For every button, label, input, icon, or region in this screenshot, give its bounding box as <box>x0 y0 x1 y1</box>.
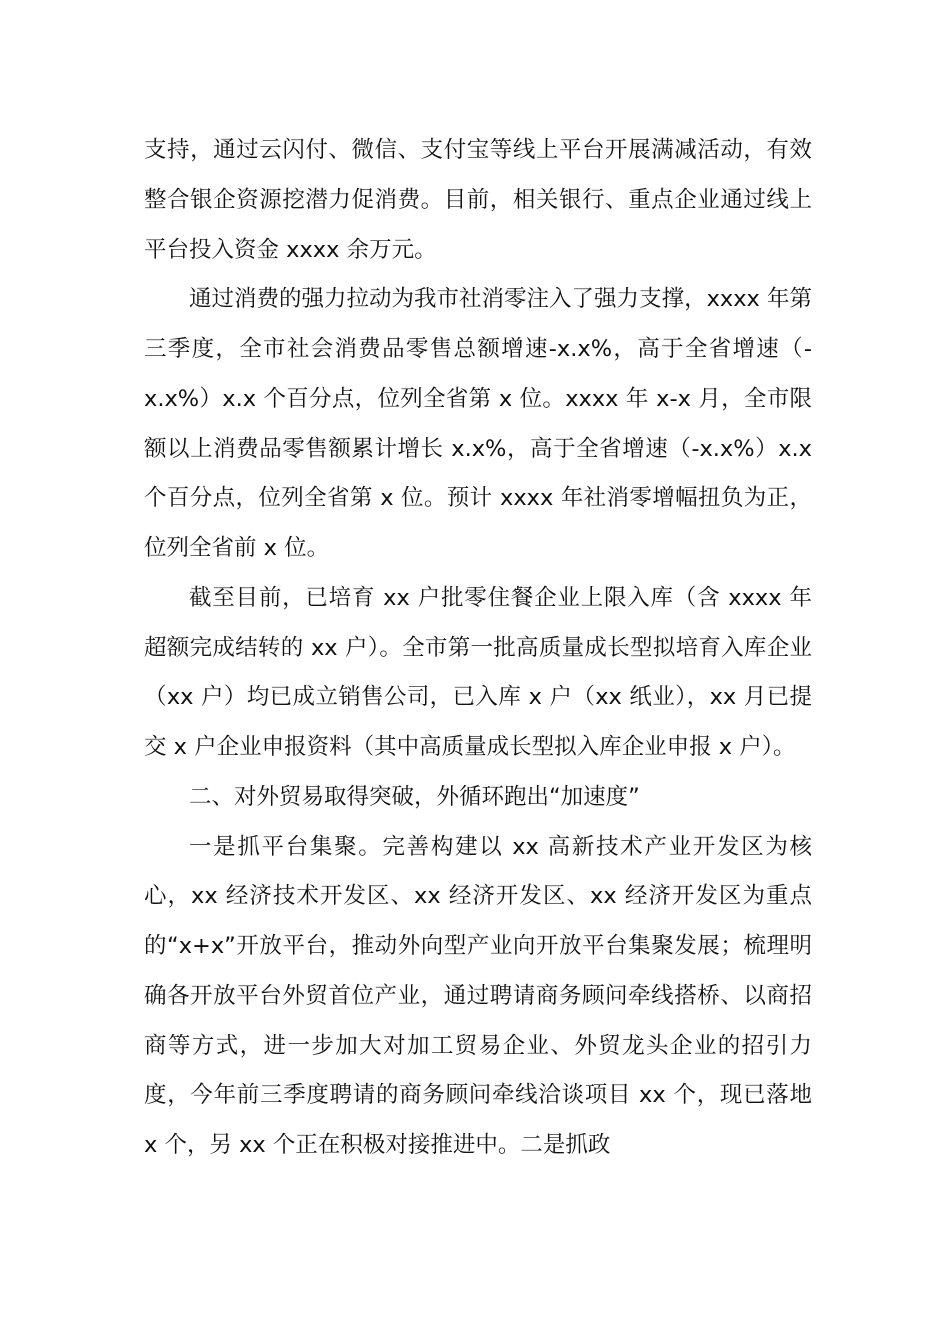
paragraph-enterprise-cultivation: 截至目前，已培育 xx 户批零住餐企业上限入库（含 xxxx 年超额完成结转的 xx 户）。全市第一批高质量成长型拟培育入库企业（xx 户）均已成立销售公司，已入库 x 户（xx 纸业），xx 月已提交 x 户企业申报资料（其中高质量成长型拟入库企业申报 x 户）。 <box>144 584 812 760</box>
document-body <box>144 126 812 1171</box>
section-heading-foreign-trade: 二、对外贸易取得突破，外循环跑出“加速度” <box>189 783 640 810</box>
paragraph-platform-clustering: 一是抓平台集聚。完善构建以 xx 高新技术产业开发区为核心，xx 经济技术开发区、xx 经济开发区、xx 经济开发区为重点的“x+x”开放平台，推动外向型产业向开放平台集聚发展；梳理明确各开放平台外贸首位产业，通过聘请商务顾问牵线搭桥、以商招商等方式，进一步加大对加工贸易企业、外贸龙头企业的招引力度，今年前三季度聘请的商务顾问牵线洽谈项目 xx 个，现已落地 x 个，另 xx 个正在积极对接推进中。二是抓政 <box>144 833 812 1158</box>
paragraph-consumption-growth: 通过消费的强力拉动为我市社消零注入了强力支撑，xxxx 年第三季度，全市社会消费品零售总额增速-x.x%，高于全省增速（-x.x%）x.x 个百分点，位列全省第 x 位。xxxx 年 x-x 月，全市限额以上消费品零售额累计增长 x.x%，高于全省增速（-x.x%）x.x 个百分点，位列全省第 x 位。预计 xxxx 年社消零增幅扭负为正，位列全省前 x 位。 <box>144 286 812 561</box>
paragraph-continuation: 支持，通过云闪付、微信、支付宝等线上平台开展满减活动，有效整合银企资源挖潜力促消费。目前，相关银行、重点企业通过线上平台投入资金 xxxx 余万元。 <box>144 137 812 263</box>
